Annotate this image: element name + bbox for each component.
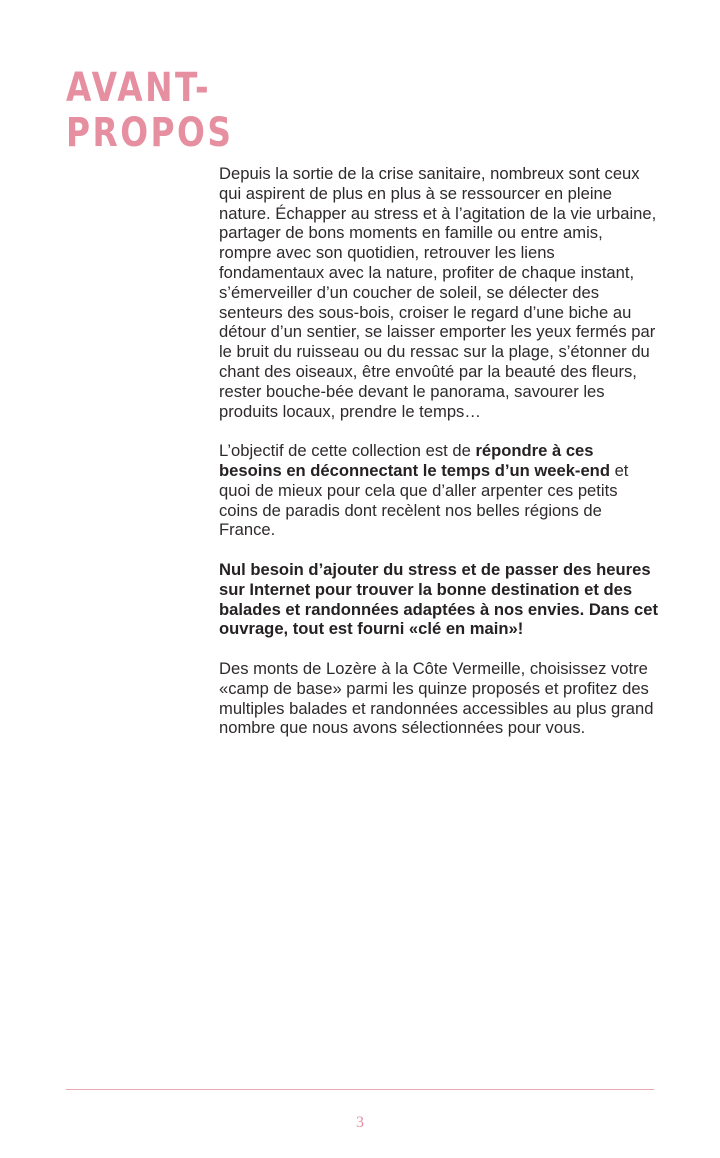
body-text (219, 164, 659, 758)
paragraph-objective-tail: et quoi de mieux pour cela que d’aller arpenter ces petits coins de paradis dont recèlent nos belles régions de France. (219, 460, 629, 540)
paragraph-objective-emphasis: répondre à ces besoins en déconnectant le temps d’un week-end (219, 441, 610, 480)
paragraph-highlight (219, 560, 659, 639)
paragraph-objective (219, 441, 659, 540)
paragraph-closing: Des monts de Lozère à la Côte Vermeille, choisissez votre «camp de base» parmi les quinze proposés et profitez des multiples balades et randonnées accessibles au plus grand nombre que nous avons sélectionnées pour vous. (219, 658, 654, 738)
paragraph-highlight-text: Nul besoin d’ajouter du stress et de passer des heures sur Internet pour trouver la bonne destination et des balades et randonnées adaptées à nos envies. Dans cet ouvrage, tout est fourni «clé en main»! (219, 559, 658, 639)
paragraph-intro: Depuis la sortie de la crise sanitaire, nombreux sont ceux qui aspirent de plus en plus à se ressourcer en pleine nature. Échapper au stress et à l’agitation de la vie urbaine, partager de bons moments en famille ou entre amis, rompre avec son quotidien, retrouver les liens fondamentaux avec la nature, profiter de chaque instant, s’émerveiller d’un coucher de soleil, se délecter des senteurs des sous-bois, croiser le regard d’une biche au détour d’un sentier, se laisser emporter les yeux fermés par le bruit du ruisseau ou du ressac sur la plage, s’étonner du chant des oiseaux, être envoûté par la beauté des fleurs, rester bouche-bée devant le panorama, savourer les produits locaux, prendre le temps… (219, 164, 657, 421)
paragraph-objective-lead: L’objectif de cette collection est de (219, 441, 476, 461)
title-line-2: PROPOS (66, 110, 234, 156)
page-title (66, 66, 233, 156)
page-number: 3 (356, 1114, 364, 1131)
title-line-1: AVANT- (66, 65, 212, 111)
footer-divider (66, 1089, 654, 1090)
